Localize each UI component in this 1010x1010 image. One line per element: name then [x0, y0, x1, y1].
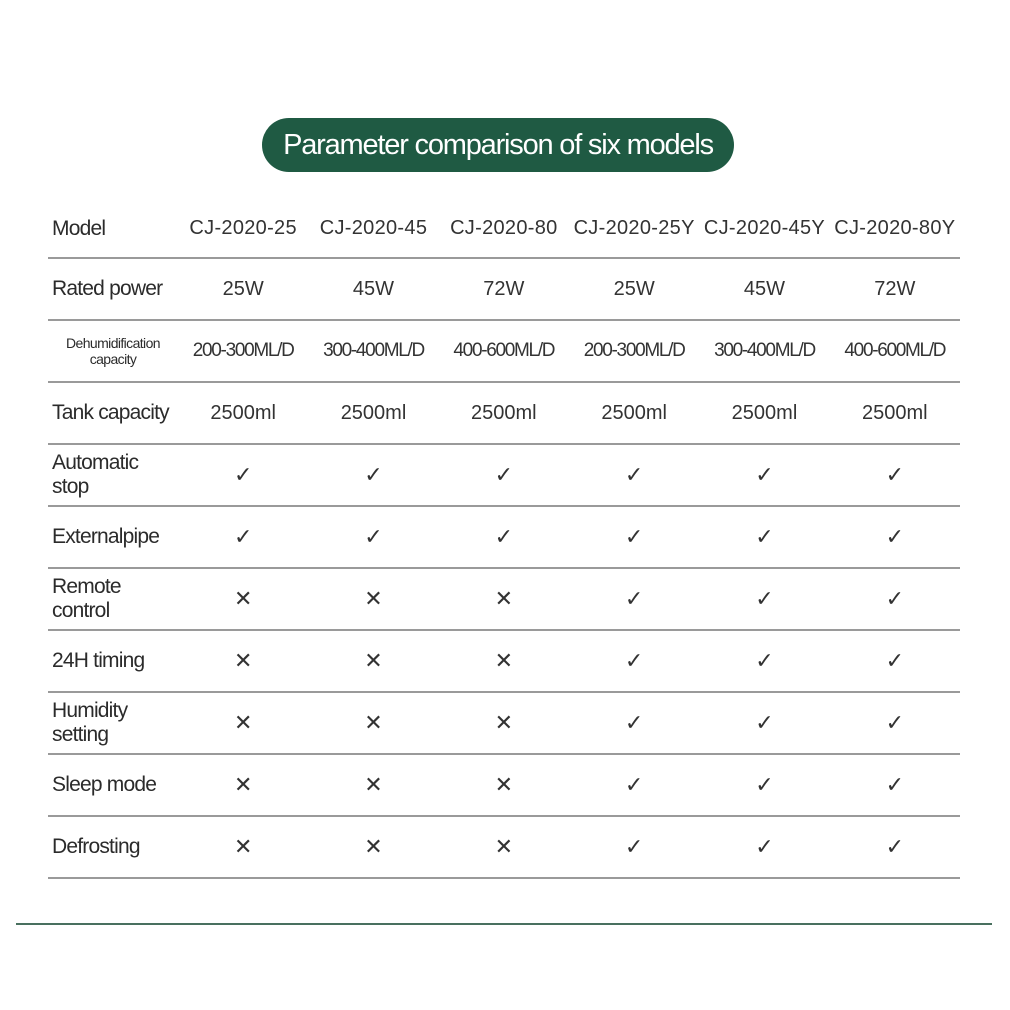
cell-value: 400-600ML/D: [439, 320, 569, 382]
check-icon: ✓: [830, 692, 960, 754]
table-row-model: [48, 200, 960, 258]
cross-icon: ✕: [178, 754, 308, 816]
check-icon: ✓: [439, 506, 569, 568]
cell-value: 45W: [308, 258, 438, 320]
row-label: Humidity setting: [48, 692, 178, 754]
check-icon: ✓: [178, 506, 308, 568]
check-icon: ✓: [699, 692, 829, 754]
cell-value: 25W: [569, 258, 699, 320]
table-row-24h-timing: [48, 630, 960, 692]
model-name: CJ-2020-80: [439, 200, 569, 258]
comparison-table: [48, 200, 960, 879]
cell-value: 2500ml: [830, 382, 960, 444]
check-icon: ✓: [569, 692, 699, 754]
model-name: CJ-2020-45: [308, 200, 438, 258]
row-label: Defrosting: [48, 816, 178, 878]
row-label: Rated power: [48, 258, 178, 320]
table-row-sleep-mode: [48, 754, 960, 816]
cross-icon: ✕: [178, 568, 308, 630]
row-label-line: Dehumidification: [66, 335, 160, 351]
table-row-humidity-setting: [48, 692, 960, 754]
cell-value: 200-300ML/D: [569, 320, 699, 382]
check-icon: ✓: [830, 816, 960, 878]
row-label: 24H timing: [48, 630, 178, 692]
check-icon: ✓: [699, 754, 829, 816]
check-icon: ✓: [569, 444, 699, 506]
table-row-rated-power: [48, 258, 960, 320]
cell-value: 400-600ML/D: [830, 320, 960, 382]
cell-value: 200-300ML/D: [178, 320, 308, 382]
section-title: [262, 118, 734, 172]
table-row-tank-capacity: [48, 382, 960, 444]
cell-value: 2500ml: [178, 382, 308, 444]
check-icon: ✓: [699, 506, 829, 568]
check-icon: ✓: [569, 754, 699, 816]
row-label-line: capacity: [89, 351, 137, 367]
row-label: Automatic stop: [48, 444, 178, 506]
check-icon: ✓: [830, 630, 960, 692]
cross-icon: ✕: [308, 816, 438, 878]
cross-icon: ✕: [439, 692, 569, 754]
cross-icon: ✕: [178, 816, 308, 878]
cross-icon: ✕: [308, 754, 438, 816]
cross-icon: ✕: [439, 816, 569, 878]
cell-value: 45W: [699, 258, 829, 320]
row-label: Sleep mode: [48, 754, 178, 816]
cell-value: 300-400ML/D: [699, 320, 829, 382]
table-row-defrosting: [48, 816, 960, 878]
table-row-automatic-stop: [48, 444, 960, 506]
cross-icon: ✕: [308, 630, 438, 692]
check-icon: ✓: [699, 816, 829, 878]
row-label: Externalpipe: [48, 506, 178, 568]
check-icon: ✓: [699, 630, 829, 692]
check-icon: ✓: [699, 568, 829, 630]
table-row-external-pipe: [48, 506, 960, 568]
cell-value: 300-400ML/D: [308, 320, 438, 382]
check-icon: ✓: [569, 506, 699, 568]
model-name: CJ-2020-25: [178, 200, 308, 258]
cell-value: 2500ml: [699, 382, 829, 444]
cell-value: 72W: [830, 258, 960, 320]
check-icon: ✓: [178, 444, 308, 506]
cross-icon: ✕: [439, 754, 569, 816]
cell-value: 2500ml: [308, 382, 438, 444]
model-name: CJ-2020-45Y: [699, 200, 829, 258]
check-icon: ✓: [569, 630, 699, 692]
cell-value: 72W: [439, 258, 569, 320]
cross-icon: ✕: [308, 692, 438, 754]
cell-value: 2500ml: [439, 382, 569, 444]
model-name: CJ-2020-80Y: [830, 200, 960, 258]
check-icon: ✓: [699, 444, 829, 506]
table-row-remote-control: [48, 568, 960, 630]
cross-icon: ✕: [308, 568, 438, 630]
cell-value: 2500ml: [569, 382, 699, 444]
check-icon: ✓: [569, 816, 699, 878]
check-icon: ✓: [830, 506, 960, 568]
check-icon: ✓: [830, 568, 960, 630]
model-name: CJ-2020-25Y: [569, 200, 699, 258]
row-label: Remote control: [48, 568, 178, 630]
row-label: Model: [48, 200, 178, 258]
cross-icon: ✕: [178, 630, 308, 692]
cross-icon: ✕: [439, 630, 569, 692]
cross-icon: ✕: [439, 568, 569, 630]
cell-value: 25W: [178, 258, 308, 320]
cross-icon: ✕: [178, 692, 308, 754]
check-icon: ✓: [439, 444, 569, 506]
check-icon: ✓: [308, 506, 438, 568]
check-icon: ✓: [830, 754, 960, 816]
check-icon: ✓: [569, 568, 699, 630]
row-label: [48, 320, 178, 382]
bottom-divider: [16, 923, 992, 925]
row-label: Tank capacity: [48, 382, 178, 444]
section-title-text: Parameter comparison of six models: [283, 128, 713, 161]
check-icon: ✓: [308, 444, 438, 506]
check-icon: ✓: [830, 444, 960, 506]
table-row-dehumidification: [48, 320, 960, 382]
